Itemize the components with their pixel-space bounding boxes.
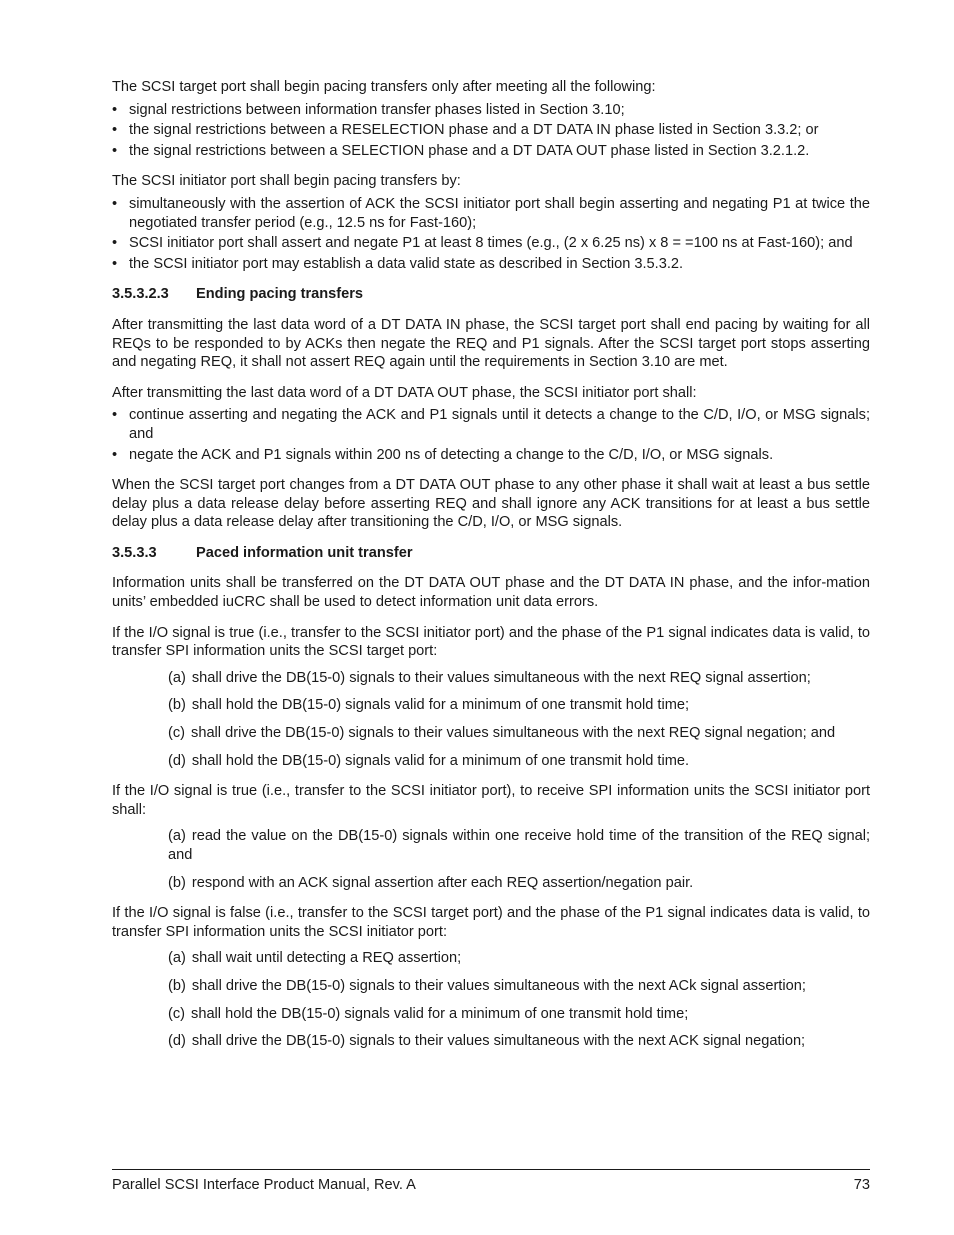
paragraph-paced-2: If the I/O signal is true (i.e., transfer to the SCSI initiator port) and the phase of the P1 signal indicates data is valid, to transfer SPI information units the SCSI target port:: [112, 624, 870, 660]
list-item: [112, 195, 870, 232]
list-item-text: SCSI initiator port shall assert and negate P1 at least 8 times (e.g., (2 x 6.25 ns) x 8 = =100 ns at Fast-160); and: [129, 235, 853, 252]
list-item: [168, 1032, 870, 1051]
list-item: [168, 724, 870, 743]
list-item: [112, 101, 870, 120]
ending-conditions-list: [112, 406, 870, 464]
paragraph-paced-4: If the I/O signal is false (i.e., transfer to the SCSI target port) and the phase of the P1 signal indicates data is valid, to transfer SPI information units the SCSI initiator port:: [112, 905, 870, 940]
list-item: [112, 446, 870, 465]
list-item: [168, 949, 870, 968]
initiator-send-list: [112, 949, 870, 1050]
paragraph-ending-1: After transmitting the last data word of a DT DATA IN phase, the SCSI target port shall end pacing by waiting for all REQs to be responded to by ACKs then negate the REQ and P1 signals. After the SCSI target port stops asserting and negating REQ, it shall not assert REQ again until the requirements in Section 3.10 are met.: [112, 316, 870, 371]
item-marker: (a): [168, 828, 186, 845]
list-item: [112, 406, 870, 443]
section-number: 3.5.3.3: [112, 544, 157, 561]
paragraph-ending-3: When the SCSI target port changes from a DT DATA OUT phase to any other phase it shall wait at least a bus settle delay plus a data release delay before asserting REQ and shall ignore any ACK transitions for at least a bus settle delay plus a data release delay after transitioning the C/D, I/O, or MSG signals.: [112, 477, 870, 531]
initiator-conditions-list: [112, 195, 870, 273]
list-item: [112, 255, 870, 274]
list-item: [168, 977, 870, 996]
item-marker: (c): [168, 725, 186, 742]
list-item-text: shall drive the DB(15-0) signals to their values simultaneous with the next REQ signal negation; and: [191, 725, 836, 742]
item-marker: (b): [168, 697, 186, 714]
item-marker: (b): [168, 874, 186, 891]
initiator-receive-list: [112, 827, 870, 892]
section-heading-paced-iu: [112, 544, 870, 563]
item-marker: (d): [168, 1033, 186, 1050]
list-item-text: shall hold the DB(15-0) signals valid for a minimum of one transmit hold time;: [191, 697, 690, 714]
page-footer: [112, 1169, 870, 1195]
paragraph-paced-1: Information units shall be transferred on the DT DATA OUT phase and the DT DATA IN phase, and the infor-mation units’ embedded iuCRC shall be used to detect information unit data errors.: [112, 575, 870, 611]
bullet-marker: •: [112, 255, 118, 272]
section-number: 3.5.3.2.3: [112, 286, 169, 303]
paragraph-target-intro: The SCSI target port shall begin pacing transfers only after meeting all the following:: [112, 79, 656, 95]
list-item-text: respond with an ACK signal assertion after each REQ assertion/negation pair.: [191, 874, 694, 891]
list-item-text: negate the ACK and P1 signals within 200 ns of detecting a change to the C/D, I/O, or MSG signals.: [129, 446, 774, 463]
bullet-marker: •: [112, 446, 118, 463]
list-item-text: shall drive the DB(15-0) signals to their values simultaneous with the next ACk signal assertion;: [191, 977, 806, 994]
list-item-text: read the value on the DB(15-0) signals within one receive hold time of the transition of the REQ signal; and: [168, 828, 870, 863]
list-item: [168, 696, 870, 715]
list-item: [168, 827, 870, 864]
bullet-marker: •: [112, 122, 118, 139]
list-item-text: shall hold the DB(15-0) signals valid for a minimum of one transmit hold time.: [191, 752, 690, 769]
paragraph-ending-2: After transmitting the last data word of a DT DATA OUT phase, the SCSI initiator port shall:: [112, 384, 697, 401]
footer-document-title: Parallel SCSI Interface Product Manual, Rev. A: [112, 1177, 416, 1193]
section-title: Paced information unit transfer: [196, 544, 413, 561]
bullet-marker: •: [112, 142, 118, 159]
bullet-marker: •: [112, 407, 118, 424]
list-item: [112, 234, 870, 253]
list-item-text: the signal restrictions between a SELECTION phase and a DT DATA OUT phase listed in Section 3.2.1.2.: [129, 142, 810, 159]
section-title: Ending pacing transfers: [196, 286, 364, 303]
item-marker: (d): [168, 752, 186, 769]
item-marker: (a): [168, 669, 186, 686]
item-marker: (a): [168, 950, 186, 967]
list-item: [168, 669, 870, 688]
list-item: [112, 121, 870, 140]
list-item-text: the signal restrictions between a RESELECTION phase and a DT DATA IN phase listed in Section 3.3.2; or: [129, 122, 819, 139]
item-marker: (b): [168, 977, 186, 994]
page-content: [112, 78, 870, 1063]
list-item-text: shall drive the DB(15-0) signals to their values simultaneous with the next ACK signal negation;: [191, 1033, 806, 1050]
list-item-text: simultaneously with the assertion of ACK the SCSI initiator port shall begin asserting and negating P1 at twice the negotiated transfer period (e.g., 12.5 ns for Fast-160);: [129, 195, 870, 231]
target-conditions-list: [112, 101, 870, 161]
list-item: [168, 752, 870, 771]
footer-page-number: 73: [853, 1177, 870, 1193]
list-item: [168, 874, 870, 893]
list-item-text: shall drive the DB(15-0) signals to their values simultaneous with the next REQ signal assertion;: [191, 669, 811, 686]
bullet-marker: •: [112, 235, 118, 252]
paragraph-paced-3: If the I/O signal is true (i.e., transfer to the SCSI initiator port), to receive SPI information units the SCSI initiator port shall:: [112, 783, 870, 818]
list-item-text: the SCSI initiator port may establish a data valid state as described in Section 3.5.3.2.: [129, 255, 684, 272]
bullet-marker: •: [112, 195, 118, 212]
list-item-text: shall hold the DB(15-0) signals valid for a minimum of one transmit hold time;: [191, 1005, 689, 1022]
target-send-list: [112, 669, 870, 770]
list-item-text: signal restrictions between information transfer phases listed in Section 3.10;: [129, 101, 625, 118]
list-item-text: continue asserting and negating the ACK and P1 signals until it detects a change to the C/D, I/O, or MSG signals; and: [129, 407, 870, 442]
paragraph-initiator-intro: The SCSI initiator port shall begin pacing transfers by:: [112, 173, 461, 190]
bullet-marker: •: [112, 101, 118, 118]
list-item: [112, 142, 870, 161]
item-marker: (c): [168, 1005, 186, 1022]
list-item: [168, 1005, 870, 1024]
list-item-text: shall wait until detecting a REQ assertion;: [191, 950, 462, 967]
section-heading-ending-pacing: [112, 285, 870, 304]
